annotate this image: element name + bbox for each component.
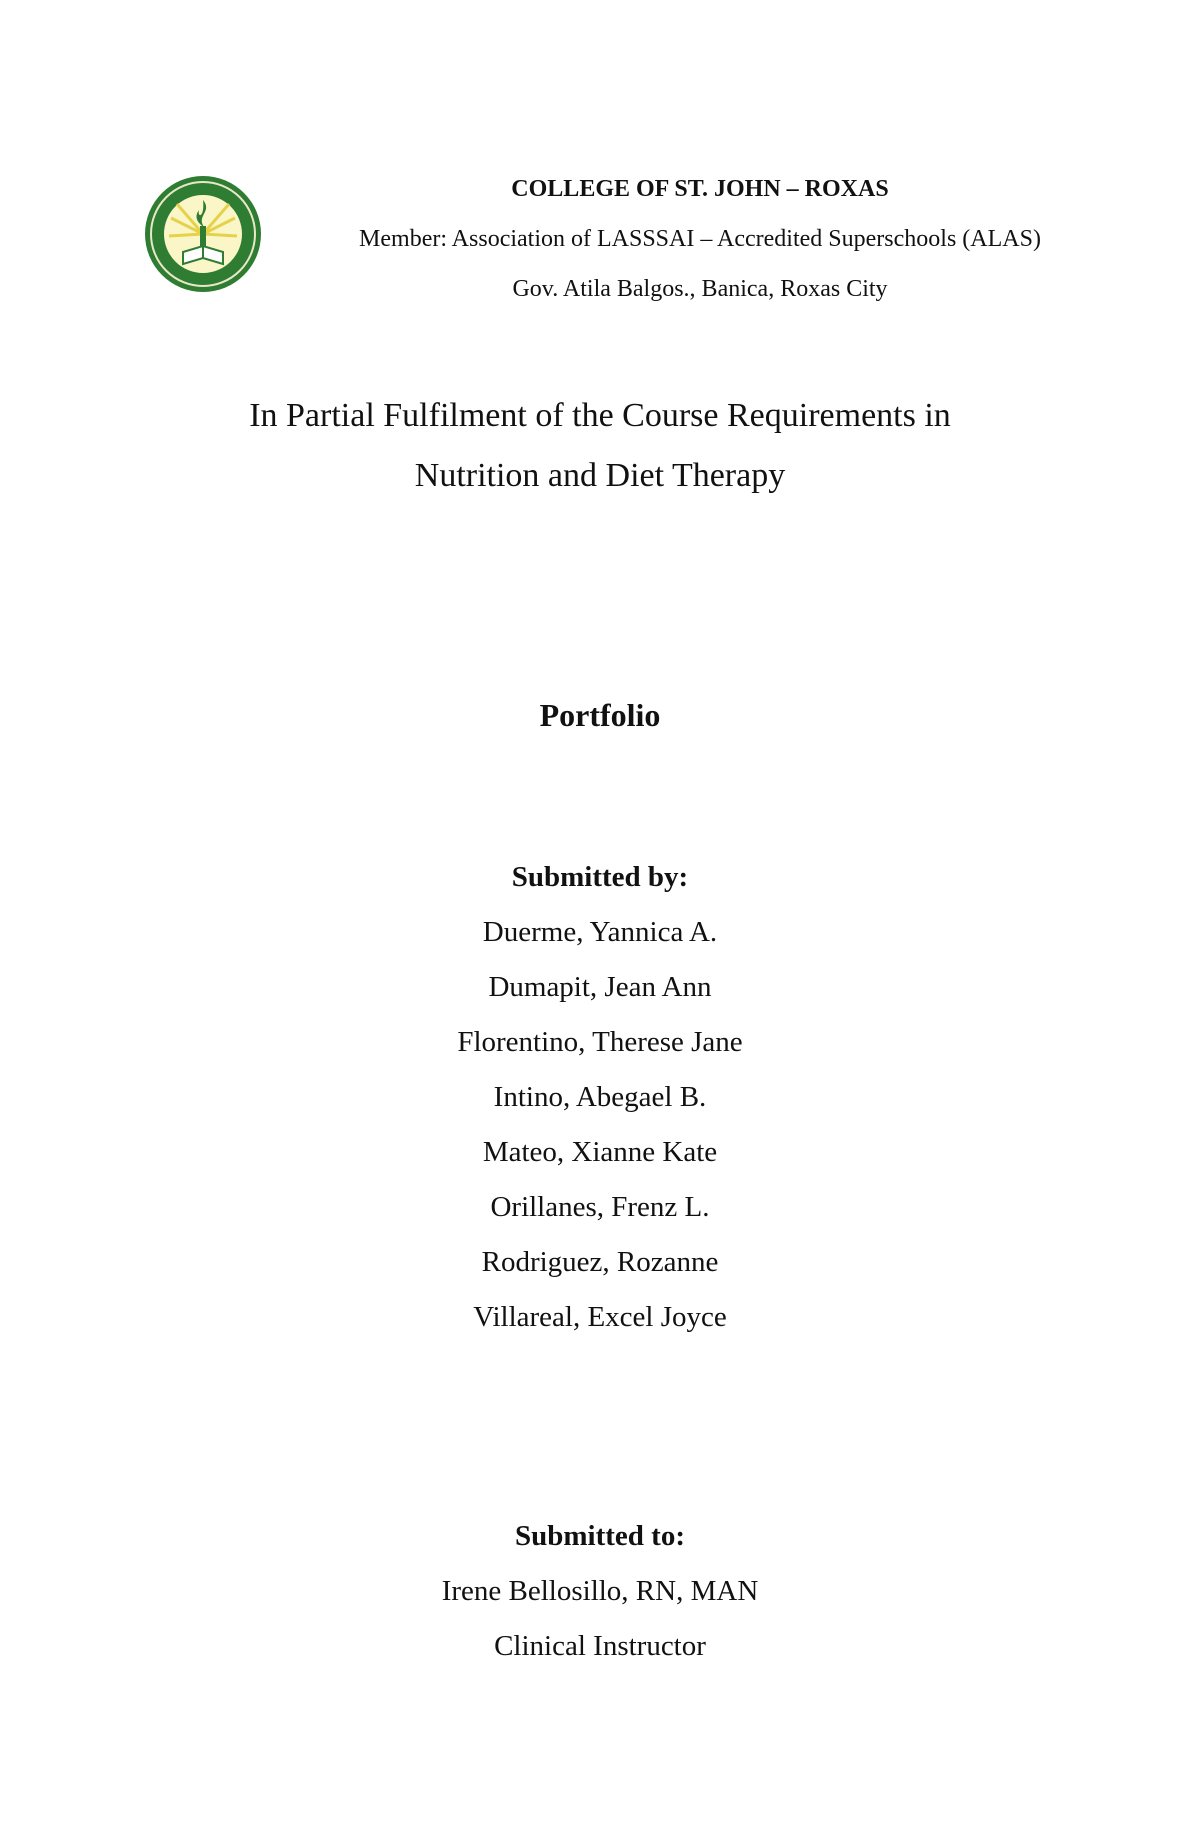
statement-line-2: Nutrition and Diet Therapy [414, 457, 786, 494]
author-name: Duerme, Yannica A. [482, 916, 718, 948]
author-name: Rodriguez, Rozanne [481, 1246, 719, 1278]
author-name: Orillanes, Frenz L. [490, 1191, 710, 1223]
statement-line-1: In Partial Fulfilment of the Course Requirements in [249, 397, 951, 434]
fulfilment-statement [150, 386, 1050, 506]
address-line: Gov. Atila Balgos., Banica, Roxas City [512, 276, 888, 302]
author-name: Villareal, Excel Joyce [473, 1301, 727, 1333]
author-name: Intino, Abegael B. [493, 1081, 707, 1113]
college-name: COLLEGE OF ST. JOHN – ROXAS [511, 176, 889, 202]
author-name: Dumapit, Jean Ann [488, 971, 712, 1003]
membership-line: Member: Association of LASSSAI – Accredited Superschools (ALAS) [359, 226, 1041, 252]
submitted-to-section [0, 1509, 1200, 1674]
instructor-name: Irene Bellosillo, RN, MAN [441, 1575, 759, 1607]
school-seal-icon [143, 174, 263, 294]
submitted-by-section [0, 850, 1200, 1345]
submitted-by-heading: Submitted by: [511, 861, 689, 893]
school-header [300, 164, 1100, 314]
submitted-to-heading: Submitted to: [515, 1520, 685, 1552]
instructor-role: Clinical Instructor [494, 1630, 706, 1662]
author-name: Florentino, Therese Jane [457, 1026, 743, 1058]
document-title: Portfolio [539, 697, 661, 733]
author-name: Mateo, Xianne Kate [482, 1136, 718, 1168]
